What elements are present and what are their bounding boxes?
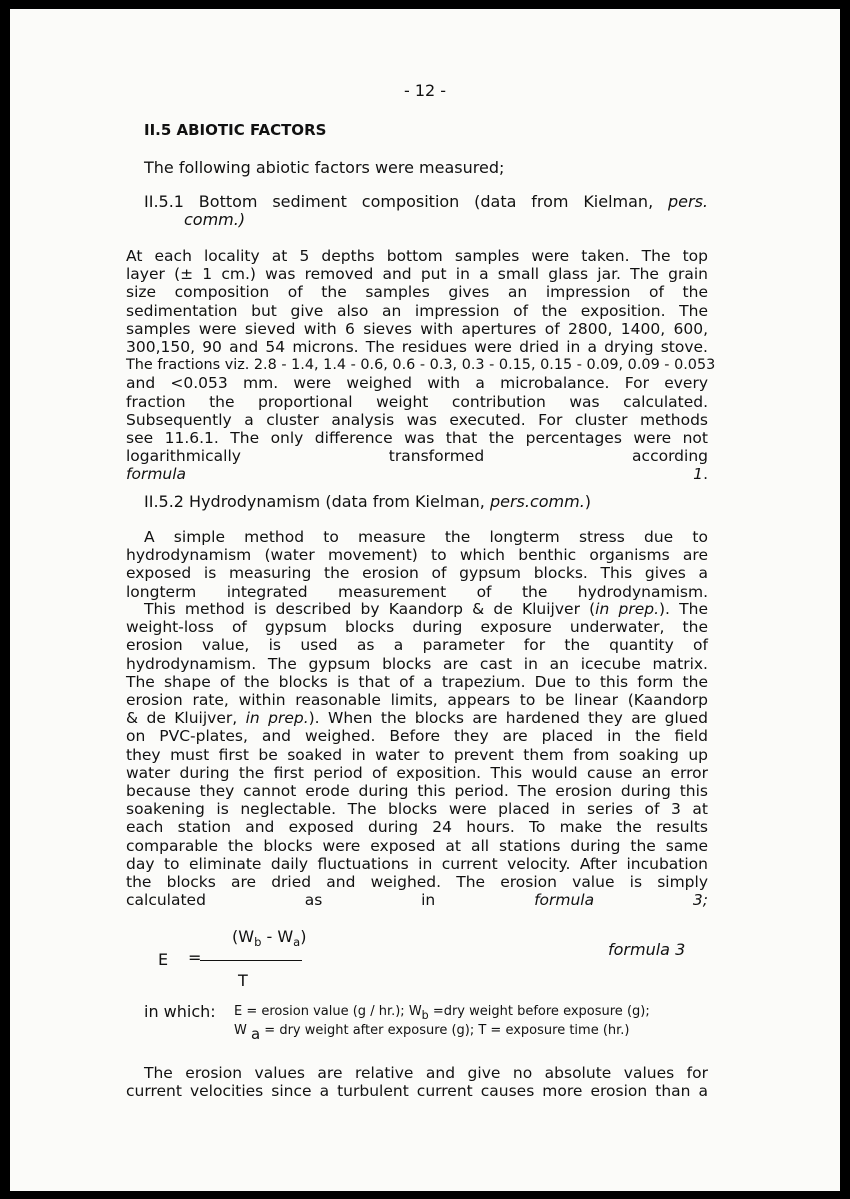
para3-text: ). When the blocks are hardened they are glued — [308, 709, 708, 728]
para3-text: This method is described by Kaandorp & de Kluijver ( — [144, 600, 596, 618]
subsection-2-title: II.5.2 Hydrodynamism (data from Kielman, — [144, 492, 490, 511]
para1-formula-ref: formula 1 — [126, 465, 704, 484]
para3-line: erosion rate, within reasonable limits, appears to be linear (Kaandorp — [126, 691, 708, 710]
para1-line: 300,150, 90 and 54 microns. The residues were dried in a drying stove. — [126, 338, 708, 357]
legend-sub: a — [251, 1025, 261, 1044]
para1-period: . — [703, 465, 708, 484]
legend-text: E = erosion value (g / hr.); — [234, 1004, 409, 1019]
subsection-2-end: ) — [584, 492, 592, 511]
page-number: - 12 - — [403, 81, 447, 100]
para3-text: & de Kluijver, — [126, 709, 246, 728]
formula-lhs: E — [158, 950, 169, 969]
para3-line: because they cannot erode during this period. The erosion during this — [126, 782, 708, 801]
fraction-bar — [200, 960, 302, 961]
para1-line: see 11.6.1. The only difference was that the percentages were not — [126, 429, 708, 448]
para3-line: hydrodynamism. The gypsum blocks are cast in an icecube matrix. — [126, 654, 708, 673]
document-page — [10, 9, 840, 1191]
para1-line: The fractions viz. 2.8 - 1.4, 1.4 - 0.6, 0.6 - 0.3, 0.3 - 0.15, 0.15 - 0.09, 0.09 - 0.053 — [126, 357, 716, 374]
subsection-2-heading — [144, 493, 591, 511]
para4-line: The erosion values are relative and give no absolute values for — [144, 1064, 708, 1082]
para3-line: weight-loss of gypsum blocks during exposure underwater, the — [126, 618, 708, 637]
para1-line: samples were sieved with 6 sieves with apertures of 2800, 1400, 600, — [126, 319, 708, 338]
subsection-1-pers: pers. — [668, 192, 709, 211]
para4-line: current velocities since a turbulent current causes more erosion than a — [126, 1082, 708, 1101]
para2-line: exposed is measuring the erosion of gypsum blocks. This gives a — [126, 564, 708, 583]
section-heading: II.5 ABIOTIC FACTORS — [144, 121, 327, 139]
intro-line: The following abiotic factors were measured; — [144, 158, 505, 177]
para1-line: fraction the proportional weight contribution was calculated. — [126, 392, 708, 411]
in-which-label: in which: — [144, 1002, 216, 1021]
para3-line: The shape of the blocks is that of a trapezium. Due to this form the — [126, 672, 708, 691]
subsection-1-comm: comm.) — [184, 210, 246, 229]
para3-text: calculated as in — [126, 891, 436, 910]
para1-line: size composition of the samples gives an impression of the — [126, 283, 708, 302]
para1-line: sedimentation but give also an impression of the exposition. The — [126, 301, 708, 320]
subsection-2-pers: pers.comm. — [489, 492, 585, 511]
para2-line: longterm integrated measurement of the hydrodynamism. — [126, 582, 708, 601]
para1-line: layer (± 1 cm.) was removed and put in a small glass jar. The grain — [126, 265, 708, 284]
para1-line: Subsequently a cluster analysis was executed. For cluster methods — [126, 410, 708, 429]
legend-text: =dry weight before exposure (g); — [428, 1004, 650, 1019]
para3-line: erosion value, is used as a parameter for the quantity of — [126, 636, 708, 655]
para3-line: comparable the blocks were exposed at all stations during the same — [126, 836, 708, 855]
subsection-1-heading — [144, 193, 708, 229]
para3-line: soakening is neglectable. The blocks were placed in series of 3 at — [126, 800, 708, 819]
para2-line: A simple method to measure the longterm stress due to — [144, 528, 708, 546]
paragraph-1 — [126, 247, 716, 484]
legend-line-1: E = erosion value (g / hr.); $W_b =dry$ weight before exposure (g); — [234, 1004, 650, 1022]
para3-inprep: in prep. — [245, 709, 309, 728]
para3-text: ). The — [659, 600, 708, 618]
paragraph-4 — [126, 1064, 708, 1100]
para2-line: hydrodynamism (water movement) to which benthic organisms are — [126, 546, 708, 565]
para3-inprep: in prep. — [595, 600, 659, 618]
para3-line: they must first be soaked in water to prevent them from soaking up — [126, 745, 708, 764]
formula-numerator: $(W_b - W_a)$ — [232, 927, 307, 950]
legend-sub: b — [421, 1008, 429, 1022]
paragraph-2 — [126, 528, 708, 601]
formula-denominator: T — [238, 971, 248, 990]
formula-equals: = — [188, 948, 202, 967]
formula-label: formula 3 — [608, 940, 686, 959]
subsection-1-title: II.5.1 Bottom sediment composition (data from Kielman, — [144, 192, 654, 211]
para1-line: At each locality at 5 depths bottom samples were taken. The top — [126, 247, 708, 265]
legend-text: = dry weight after exposure (g); T = exposure time (hr.) — [260, 1023, 630, 1038]
para3-line: water during the first period of exposition. This would cause an error — [126, 763, 708, 782]
legend-line-2: W $_a$ = dry weight after exposure (g); T = exposure time (hr.) — [234, 1023, 630, 1044]
para3-formula-ref: formula 3; — [534, 891, 708, 910]
para3-line: on PVC-plates, and weighed. Before they are placed in the field — [126, 727, 708, 746]
paragraph-3 — [126, 600, 708, 909]
para3-line: day to eliminate daily fluctuations in current velocity. After incubation — [126, 854, 708, 873]
sub-a: a — [293, 935, 301, 950]
para3-line: each station and exposed during 24 hours. To make the results — [126, 818, 708, 837]
para1-line: logarithmically transformed according — [126, 447, 708, 466]
sub-b: b — [254, 935, 262, 950]
para1-line: and <0.053 mm. were weighed with a microbalance. For every — [126, 374, 708, 393]
para3-line: the blocks are dried and weighed. The erosion value is simply — [126, 873, 708, 892]
